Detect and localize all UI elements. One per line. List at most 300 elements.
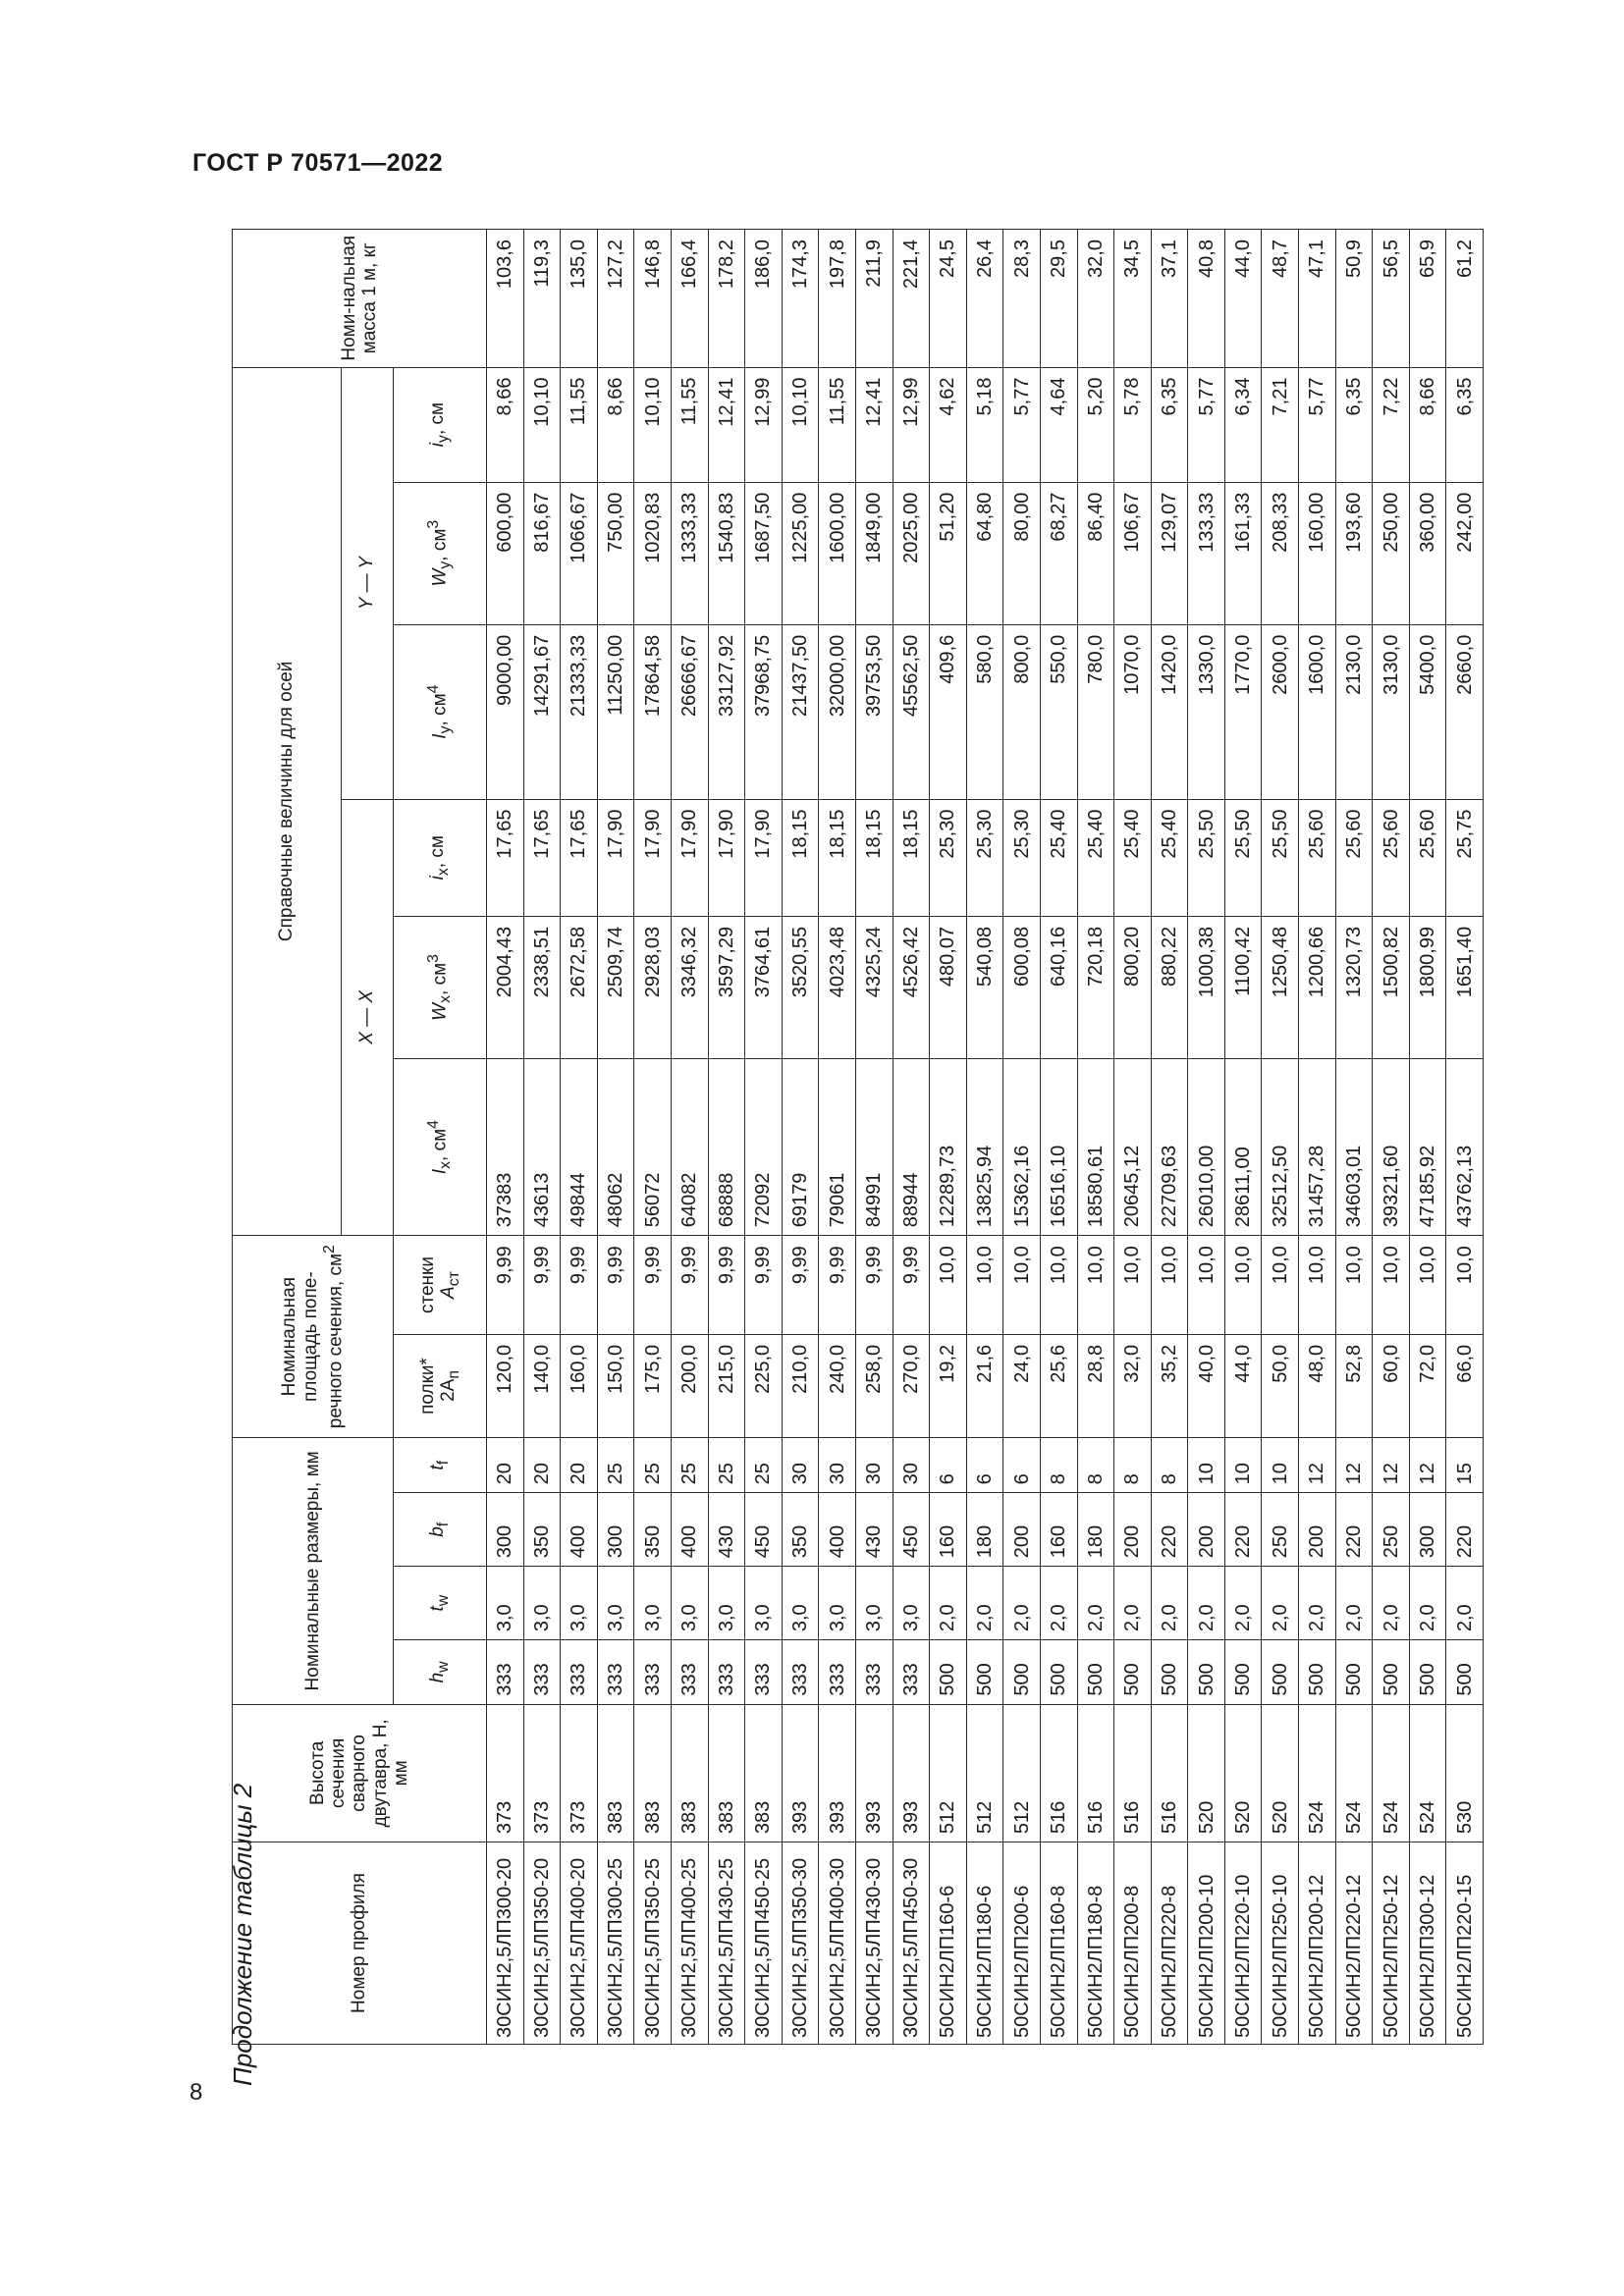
cell-height: 383 <box>634 1704 672 1842</box>
cell-Iy: 550,0 <box>1040 624 1077 799</box>
cell-profile-number: 30СИН2,5ЛП400-25 <box>671 1842 708 2045</box>
tw-sub: w <box>435 1594 453 1607</box>
ix-sub: x <box>435 868 453 877</box>
cell-ix: 18,15 <box>819 799 856 916</box>
table-row <box>966 230 1003 2045</box>
cell-tf: 12 <box>1299 1438 1336 1493</box>
cell-Wx: 480,07 <box>930 916 967 1058</box>
cell-Iy: 21437,50 <box>782 624 819 799</box>
cell-Ix: 69179 <box>782 1058 819 1235</box>
Wx-sup: 3 <box>425 954 443 963</box>
cell-tf: 25 <box>708 1438 745 1493</box>
cell-flange-area: 24,0 <box>1003 1334 1041 1437</box>
cell-bf: 350 <box>523 1493 561 1567</box>
cell-tf: 12 <box>1335 1438 1373 1493</box>
cell-flange-area: 225,0 <box>745 1334 783 1437</box>
table-row <box>893 230 930 2045</box>
cell-height: 530 <box>1446 1704 1484 1842</box>
cell-ix: 25,60 <box>1299 799 1336 916</box>
cell-tw: 3,0 <box>745 1567 783 1640</box>
flanges-sub: п <box>445 1370 462 1379</box>
cell-web-area: 10,0 <box>1299 1236 1336 1335</box>
cell-iy: 5,18 <box>966 367 1003 482</box>
cell-tf: 25 <box>671 1438 708 1493</box>
cell-height: 383 <box>671 1704 708 1842</box>
cell-ix: 18,15 <box>782 799 819 916</box>
cell-Wx: 4325,24 <box>855 916 893 1058</box>
cell-tf: 25 <box>597 1438 634 1493</box>
cell-web-area: 10,0 <box>966 1236 1003 1335</box>
cell-iy: 5,78 <box>1114 367 1152 482</box>
cell-profile-number: 50СИН2ЛП300-12 <box>1409 1842 1446 2045</box>
cell-height: 393 <box>893 1704 930 1842</box>
cell-Ix: 43613 <box>523 1058 561 1235</box>
cell-hw: 333 <box>745 1640 783 1705</box>
cell-Iy: 1420,0 <box>1151 624 1188 799</box>
tw-symbol: t <box>427 1606 449 1612</box>
cell-profile-number: 50СИН2ЛП160-8 <box>1040 1842 1077 2045</box>
cell-tf: 20 <box>561 1438 598 1493</box>
cell-Iy: 800,0 <box>1003 624 1041 799</box>
Iy-sub: y <box>437 725 455 734</box>
cell-hw: 333 <box>782 1640 819 1705</box>
cell-tf: 20 <box>523 1438 561 1493</box>
cell-height: 373 <box>561 1704 598 1842</box>
cell-profile-number: 50СИН2ЛП160-6 <box>930 1842 967 2045</box>
cell-tf: 10 <box>1224 1438 1262 1493</box>
cell-hw: 500 <box>966 1640 1003 1705</box>
cell-tf: 25 <box>745 1438 783 1493</box>
cell-profile-number: 30СИН2,5ЛП300-20 <box>487 1842 524 2045</box>
header-iy <box>394 367 487 482</box>
cell-Ix: 12289,73 <box>930 1058 967 1235</box>
cell-profile-number: 50СИН2ЛП200-6 <box>1003 1842 1041 2045</box>
cell-profile-number: 30СИН2,5ЛП430-30 <box>855 1842 893 2045</box>
table-row <box>1446 230 1484 2045</box>
cell-Wx: 880,22 <box>1151 916 1188 1058</box>
cell-ix: 18,15 <box>893 799 930 916</box>
cell-Ix: 26010,00 <box>1188 1058 1225 1235</box>
cell-iy: 11,55 <box>561 367 598 482</box>
cell-iy: 7,22 <box>1373 367 1410 482</box>
header-nominal-area-text: Номинальная площадь попе-речного сечения, см <box>279 1253 347 1429</box>
cell-height: 516 <box>1151 1704 1188 1842</box>
cell-flange-area: 40,0 <box>1188 1334 1225 1437</box>
cell-flange-area: 32,0 <box>1114 1334 1152 1437</box>
Iy-symbol: I <box>429 733 451 739</box>
Wx-symbol: W <box>429 1002 451 1021</box>
cell-mass: 61,2 <box>1446 230 1484 368</box>
cell-flange-area: 52,8 <box>1335 1334 1373 1437</box>
cell-bf: 300 <box>487 1493 524 1567</box>
cell-tw: 3,0 <box>819 1567 856 1640</box>
cell-iy: 5,77 <box>1188 367 1225 482</box>
web-sub: ст <box>445 1271 462 1287</box>
cell-hw: 500 <box>1114 1640 1152 1705</box>
cell-Wy: 68,27 <box>1040 482 1077 624</box>
cell-iy: 12,41 <box>855 367 893 482</box>
cell-tw: 3,0 <box>893 1567 930 1640</box>
cell-Wx: 4526,42 <box>893 916 930 1058</box>
cell-bf: 180 <box>966 1493 1003 1567</box>
cell-profile-number: 50СИН2ЛП220-8 <box>1151 1842 1188 2045</box>
cell-mass: 178,2 <box>708 230 745 368</box>
cell-flange-area: 200,0 <box>671 1334 708 1437</box>
cell-Ix: 34603,01 <box>1335 1058 1373 1235</box>
cell-web-area: 9,99 <box>487 1236 524 1335</box>
cell-tw: 2,0 <box>1335 1567 1373 1640</box>
cell-ix: 25,50 <box>1188 799 1225 916</box>
header-profile-number: Номер профиля <box>233 1842 487 2045</box>
cell-iy: 12,99 <box>745 367 783 482</box>
cell-web-area: 9,99 <box>708 1236 745 1335</box>
cell-tw: 2,0 <box>1409 1567 1446 1640</box>
cell-tw: 3,0 <box>523 1567 561 1640</box>
cell-Wx: 2928,03 <box>634 916 672 1058</box>
cell-iy: 4,62 <box>930 367 967 482</box>
cell-Wy: 160,00 <box>1299 482 1336 624</box>
cell-hw: 500 <box>1299 1640 1336 1705</box>
cell-Wy: 250,00 <box>1373 482 1410 624</box>
cell-web-area: 9,99 <box>671 1236 708 1335</box>
cell-tw: 2,0 <box>1188 1567 1225 1640</box>
table-row <box>1335 230 1373 2045</box>
ix-symbol: i <box>427 876 449 881</box>
cell-ix: 25,40 <box>1151 799 1188 916</box>
cell-Wy: 51,20 <box>930 482 967 624</box>
profile-table <box>232 229 1484 2045</box>
cell-profile-number: 30СИН2,5ЛП350-25 <box>634 1842 672 2045</box>
cell-profile-number: 50СИН2ЛП180-6 <box>966 1842 1003 2045</box>
cell-height: 512 <box>1003 1704 1041 1842</box>
cell-iy: 6,35 <box>1151 367 1188 482</box>
cell-tf: 10 <box>1262 1438 1299 1493</box>
cell-height: 373 <box>523 1704 561 1842</box>
cell-hw: 333 <box>819 1640 856 1705</box>
cell-tf: 20 <box>487 1438 524 1493</box>
table-row <box>1114 230 1152 2045</box>
cell-tw: 2,0 <box>1151 1567 1188 1640</box>
cell-hw: 500 <box>1188 1640 1225 1705</box>
header-mass: Номи-нальная масса 1 м, кг <box>233 230 487 368</box>
cell-tw: 2,0 <box>1299 1567 1336 1640</box>
cell-profile-number: 30СИН2,5ЛП350-20 <box>523 1842 561 2045</box>
cell-Ix: 84991 <box>855 1058 893 1235</box>
cell-profile-number: 30СИН2,5ЛП400-20 <box>561 1842 598 2045</box>
cell-Wx: 3764,61 <box>745 916 783 1058</box>
cell-tw: 3,0 <box>597 1567 634 1640</box>
cell-Wy: 750,00 <box>597 482 634 624</box>
header-web <box>394 1236 487 1335</box>
cell-Ix: 32512,50 <box>1262 1058 1299 1235</box>
table-row <box>1262 230 1299 2045</box>
table-row <box>782 230 819 2045</box>
cell-height: 516 <box>1040 1704 1077 1842</box>
cell-Wx: 1200,66 <box>1299 916 1336 1058</box>
header-Ix <box>394 1058 487 1235</box>
tf-sub: f <box>435 1460 453 1466</box>
cell-Wy: 1225,00 <box>782 482 819 624</box>
cell-tw: 3,0 <box>708 1567 745 1640</box>
cell-Wy: 600,00 <box>487 482 524 624</box>
cell-Wx: 2509,74 <box>597 916 634 1058</box>
cell-flange-area: 258,0 <box>855 1334 893 1437</box>
cell-mass: 24,5 <box>930 230 967 368</box>
cell-bf: 250 <box>1373 1493 1410 1567</box>
cell-mass: 56,5 <box>1373 230 1410 368</box>
cell-Wy: 1687,50 <box>745 482 783 624</box>
flanges-label: полки* <box>416 1358 438 1415</box>
header-nominal-sizes: Номинальные размеры, мм <box>233 1438 394 1705</box>
cell-height: 520 <box>1224 1704 1262 1842</box>
cell-flange-area: 150,0 <box>597 1334 634 1437</box>
cell-ix: 25,60 <box>1335 799 1373 916</box>
cell-Wx: 2004,43 <box>487 916 524 1058</box>
cell-bf: 250 <box>1262 1493 1299 1567</box>
Wx-sub: x <box>437 994 455 1003</box>
cell-web-area: 10,0 <box>1077 1236 1114 1335</box>
cell-Iy: 1330,0 <box>1188 624 1225 799</box>
cell-mass: 26,4 <box>966 230 1003 368</box>
cell-Ix: 22709,63 <box>1151 1058 1188 1235</box>
cell-Wy: 86,40 <box>1077 482 1114 624</box>
cell-mass: 221,4 <box>893 230 930 368</box>
header-hw <box>394 1640 487 1705</box>
table-row <box>819 230 856 2045</box>
cell-mass: 50,9 <box>1335 230 1373 368</box>
table-row <box>855 230 893 2045</box>
cell-height: 520 <box>1262 1704 1299 1842</box>
cell-ix: 17,65 <box>487 799 524 916</box>
cell-Ix: 28611,00 <box>1224 1058 1262 1235</box>
cell-web-area: 10,0 <box>930 1236 967 1335</box>
cell-flange-area: 270,0 <box>893 1334 930 1437</box>
cell-hw: 333 <box>671 1640 708 1705</box>
cell-flange-area: 160,0 <box>561 1334 598 1437</box>
cell-height: 524 <box>1335 1704 1373 1842</box>
cell-Iy: 37968,75 <box>745 624 783 799</box>
cell-tw: 2,0 <box>1262 1567 1299 1640</box>
cell-mass: 197,8 <box>819 230 856 368</box>
header-nominal-area <box>233 1236 394 1438</box>
cell-web-area: 10,0 <box>1224 1236 1262 1335</box>
table-row <box>1003 230 1041 2045</box>
cell-profile-number: 30СИН2,5ЛП350-30 <box>782 1842 819 2045</box>
cell-mass: 32,0 <box>1077 230 1114 368</box>
cell-tw: 2,0 <box>1373 1567 1410 1640</box>
cell-tw: 3,0 <box>671 1567 708 1640</box>
cell-Wy: 64,80 <box>966 482 1003 624</box>
header-nominal-area-sup: 2 <box>320 1245 338 1254</box>
cell-ix: 25,30 <box>1003 799 1041 916</box>
cell-profile-number: 50СИН2ЛП220-15 <box>1446 1842 1484 2045</box>
cell-Wx: 2338,51 <box>523 916 561 1058</box>
cell-iy: 6,35 <box>1335 367 1373 482</box>
Iy-unit: , см <box>429 693 451 726</box>
cell-mass: 119,3 <box>523 230 561 368</box>
cell-web-area: 10,0 <box>1446 1236 1484 1335</box>
cell-iy: 4,64 <box>1040 367 1077 482</box>
cell-profile-number: 30СИН2,5ЛП430-25 <box>708 1842 745 2045</box>
cell-web-area: 9,99 <box>523 1236 561 1335</box>
bf-sub: f <box>435 1522 453 1527</box>
cell-tf: 8 <box>1077 1438 1114 1493</box>
table-header <box>233 230 487 2045</box>
header-height: Высота сечения сварного двутавра, H, мм <box>233 1704 487 1842</box>
table-row <box>1077 230 1114 2045</box>
cell-Wy: 1849,00 <box>855 482 893 624</box>
bf-symbol: b <box>427 1526 449 1537</box>
cell-height: 520 <box>1188 1704 1225 1842</box>
cell-flange-area: 140,0 <box>523 1334 561 1437</box>
cell-mass: 127,2 <box>597 230 634 368</box>
cell-flange-area: 21,6 <box>966 1334 1003 1437</box>
cell-Wy: 193,60 <box>1335 482 1373 624</box>
cell-height: 393 <box>782 1704 819 1842</box>
cell-Iy: 11250,00 <box>597 624 634 799</box>
cell-iy: 12,99 <box>893 367 930 482</box>
cell-iy: 7,21 <box>1262 367 1299 482</box>
cell-Ix: 64082 <box>671 1058 708 1235</box>
cell-ix: 25,40 <box>1040 799 1077 916</box>
cell-Wy: 1020,83 <box>634 482 672 624</box>
cell-height: 393 <box>819 1704 856 1842</box>
Ix-unit: , см <box>429 1128 451 1161</box>
cell-web-area: 10,0 <box>1151 1236 1188 1335</box>
cell-mass: 166,4 <box>671 230 708 368</box>
cell-height: 383 <box>708 1704 745 1842</box>
cell-hw: 500 <box>1262 1640 1299 1705</box>
cell-web-area: 9,99 <box>782 1236 819 1335</box>
cell-bf: 430 <box>708 1493 745 1567</box>
cell-Wy: 129,07 <box>1151 482 1188 624</box>
cell-bf: 160 <box>930 1493 967 1567</box>
cell-bf: 300 <box>597 1493 634 1567</box>
cell-Ix: 88944 <box>893 1058 930 1235</box>
web-symbol: A <box>437 1286 459 1299</box>
cell-hw: 500 <box>1446 1640 1484 1705</box>
cell-ix: 17,90 <box>708 799 745 916</box>
cell-Wy: 1600,00 <box>819 482 856 624</box>
cell-hw: 500 <box>1151 1640 1188 1705</box>
cell-tf: 30 <box>855 1438 893 1493</box>
cell-tw: 2,0 <box>1224 1567 1262 1640</box>
header-axis-x-text: X — X <box>356 989 378 1044</box>
cell-Ix: 79061 <box>819 1058 856 1235</box>
cell-web-area: 9,99 <box>819 1236 856 1335</box>
cell-Wy: 133,33 <box>1188 482 1225 624</box>
iy-unit: , см <box>427 401 449 436</box>
cell-Wx: 4023,48 <box>819 916 856 1058</box>
cell-flange-area: 44,0 <box>1224 1334 1262 1437</box>
cell-flange-area: 28,8 <box>1077 1334 1114 1437</box>
header-tf <box>394 1438 487 1493</box>
cell-profile-number: 50СИН2ЛП250-12 <box>1373 1842 1410 2045</box>
header-axis-x <box>342 799 394 1236</box>
cell-Wy: 106,67 <box>1114 482 1152 624</box>
cell-hw: 333 <box>561 1640 598 1705</box>
cell-iy: 5,20 <box>1077 367 1114 482</box>
cell-bf: 160 <box>1040 1493 1077 1567</box>
cell-Iy: 14291,67 <box>523 624 561 799</box>
cell-Wx: 600,08 <box>1003 916 1041 1058</box>
cell-flange-area: 72,0 <box>1409 1334 1446 1437</box>
cell-tf: 30 <box>782 1438 819 1493</box>
tf-symbol: t <box>427 1465 449 1470</box>
cell-iy: 10,10 <box>782 367 819 482</box>
cell-iy: 11,55 <box>819 367 856 482</box>
cell-web-area: 10,0 <box>1188 1236 1225 1335</box>
header-tw <box>394 1567 487 1640</box>
cell-flange-area: 60,0 <box>1373 1334 1410 1437</box>
cell-mass: 44,0 <box>1224 230 1262 368</box>
cell-Wy: 208,33 <box>1262 482 1299 624</box>
cell-ix: 25,60 <box>1373 799 1410 916</box>
cell-tf: 8 <box>1114 1438 1152 1493</box>
cell-Wx: 640,16 <box>1040 916 1077 1058</box>
cell-bf: 350 <box>634 1493 672 1567</box>
cell-profile-number: 50СИН2ЛП220-10 <box>1224 1842 1262 2045</box>
cell-Ix: 37383 <box>487 1058 524 1235</box>
cell-Wx: 800,20 <box>1114 916 1152 1058</box>
table-row <box>634 230 672 2045</box>
cell-mass: 103,6 <box>487 230 524 368</box>
cell-Ix: 13825,94 <box>966 1058 1003 1235</box>
cell-Wx: 720,18 <box>1077 916 1114 1058</box>
table-row <box>1299 230 1336 2045</box>
cell-hw: 333 <box>708 1640 745 1705</box>
cell-ix: 17,65 <box>561 799 598 916</box>
cell-profile-number: 30СИН2,5ЛП450-25 <box>745 1842 783 2045</box>
cell-profile-number: 50СИН2ЛП200-8 <box>1114 1842 1152 2045</box>
cell-height: 524 <box>1373 1704 1410 1842</box>
Wx-unit: , см <box>429 962 451 995</box>
cell-bf: 220 <box>1224 1493 1262 1567</box>
cell-flange-area: 120,0 <box>487 1334 524 1437</box>
cell-ix: 25,30 <box>966 799 1003 916</box>
page-number: 8 <box>189 2079 203 2106</box>
hw-sub: w <box>435 1661 453 1673</box>
cell-iy: 6,34 <box>1224 367 1262 482</box>
cell-bf: 220 <box>1335 1493 1373 1567</box>
cell-web-area: 9,99 <box>893 1236 930 1335</box>
cell-height: 524 <box>1299 1704 1336 1842</box>
cell-Wy: 816,67 <box>523 482 561 624</box>
cell-iy: 5,77 <box>1003 367 1041 482</box>
cell-Iy: 2600,0 <box>1262 624 1299 799</box>
table-row <box>708 230 745 2045</box>
cell-profile-number: 50СИН2ЛП200-10 <box>1188 1842 1225 2045</box>
cell-Wy: 360,00 <box>1409 482 1446 624</box>
cell-iy: 5,77 <box>1299 367 1336 482</box>
cell-iy: 10,10 <box>634 367 672 482</box>
hw-symbol: h <box>427 1672 449 1683</box>
cell-hw: 333 <box>487 1640 524 1705</box>
cell-hw: 333 <box>893 1640 930 1705</box>
header-bf <box>394 1493 487 1567</box>
cell-tf: 30 <box>819 1438 856 1493</box>
cell-ix: 17,90 <box>745 799 783 916</box>
Iy-sup: 4 <box>425 684 443 694</box>
table-row <box>745 230 783 2045</box>
cell-mass: 40,8 <box>1188 230 1225 368</box>
cell-bf: 200 <box>1188 1493 1225 1567</box>
cell-Ix: 43762,13 <box>1446 1058 1484 1235</box>
cell-Wy: 80,00 <box>1003 482 1041 624</box>
cell-mass: 28,3 <box>1003 230 1041 368</box>
cell-tw: 2,0 <box>1446 1567 1484 1640</box>
cell-Ix: 20645,12 <box>1114 1058 1152 1235</box>
